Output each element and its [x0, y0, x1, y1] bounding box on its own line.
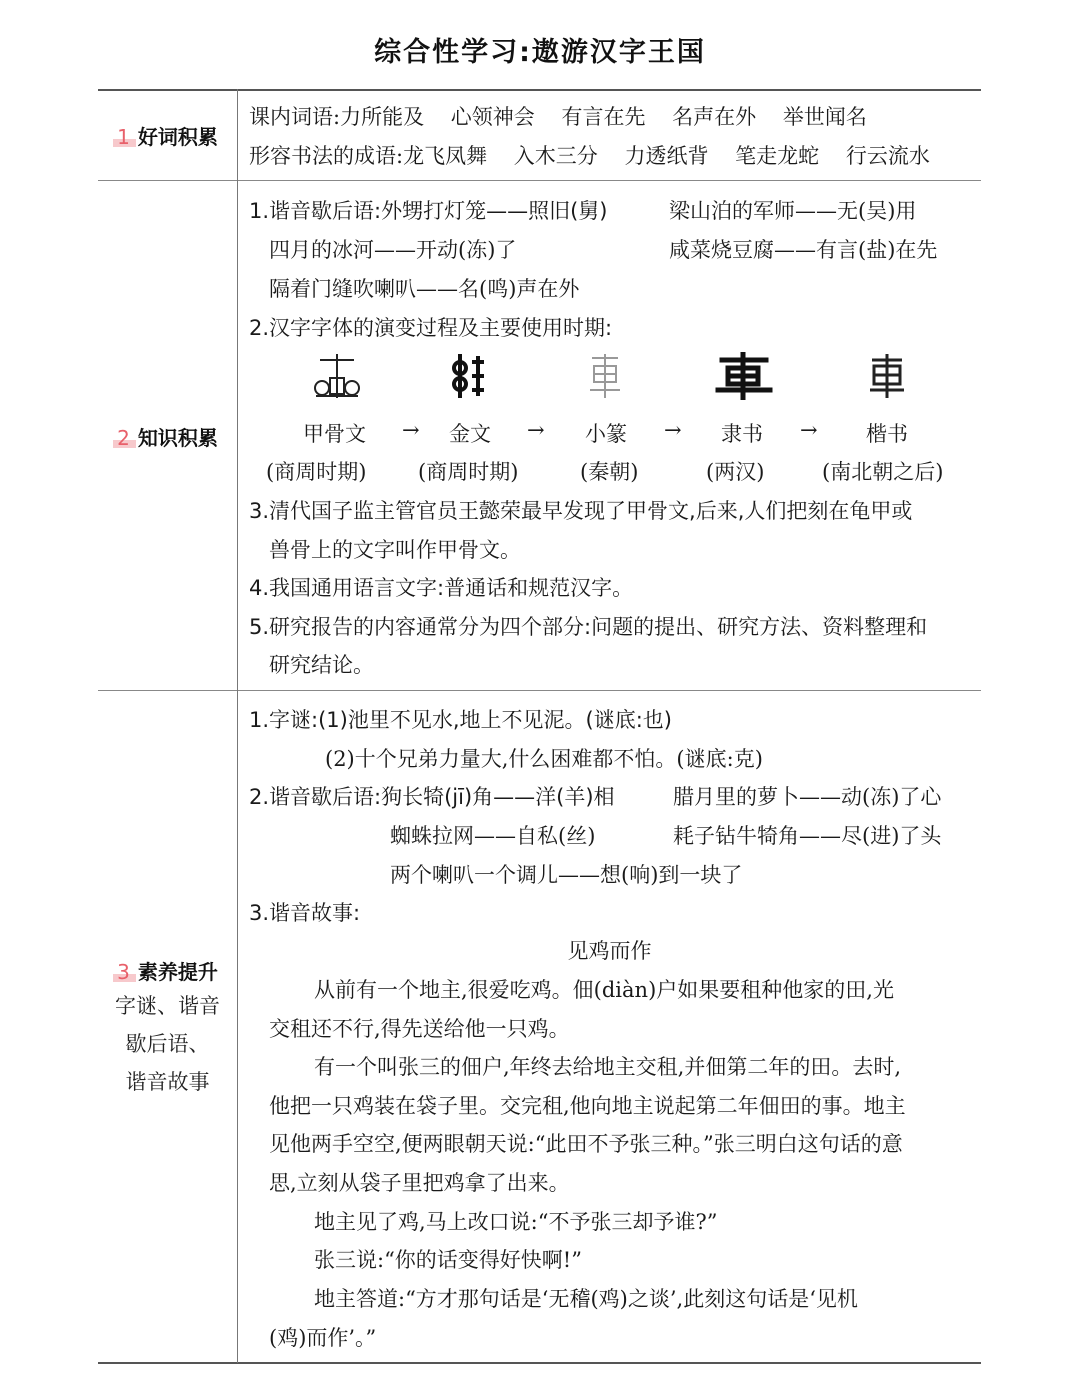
section-label-2	[98, 422, 237, 451]
subtitle-line: 字谜、谐音	[115, 994, 220, 1018]
script-name: 金文	[449, 422, 491, 446]
text-line: 4.我国通用语言文字:普通话和规范汉字。	[249, 576, 634, 600]
story-paragraph-line: 张三说:“你的话变得好快啊!”	[314, 1248, 582, 1272]
section-title: 好词积累	[137, 125, 218, 149]
script-name: 楷书	[866, 422, 908, 446]
text-line: 3.清代国子监主管官员王懿荣最早发现了甲骨文,后来,人们把刻在龟甲或	[249, 499, 913, 523]
row-divider	[98, 690, 981, 691]
story-paragraph-line: 地主答道:“方才那句话是‘无稽(鸡)之谈’,此刻这句话是‘见机	[314, 1287, 858, 1311]
period: (商周时期)	[266, 460, 367, 484]
arrow: →	[402, 418, 420, 442]
section-number: 2	[117, 426, 130, 450]
arrow: →	[527, 418, 545, 442]
xiehouyu-item: 两个喇叭一个调儿——想(响)到一块了	[390, 863, 743, 887]
xiehouyu-item: 四月的冰河——开动(冻)了	[269, 238, 517, 262]
story-paragraph-line: 从前有一个地主,很爱吃鸡。佃(diàn)户如果要租种他家的田,光	[314, 978, 894, 1002]
clerical-che-icon	[708, 352, 778, 400]
text-line: 研究结论。	[269, 653, 374, 677]
row-divider	[98, 180, 981, 181]
riddle-line: 1.字谜:(1)池里不见水,地上不见泥。(谜底:也)	[249, 708, 672, 732]
xiehouyu-item: 蜘蛛拉网——自私(丝)	[390, 824, 596, 848]
section-label-3	[98, 956, 237, 1101]
xiehouyu-item: 梁山泊的军师——无(吴)用	[669, 199, 917, 223]
arrow: →	[800, 418, 818, 442]
xiehouyu-item: 咸菜烧豆腐——有言(盐)在先	[669, 238, 938, 262]
xiehouyu-item: 腊月里的萝卜——动(冻)了心	[673, 785, 942, 809]
regular-che-icon	[852, 352, 922, 400]
section-number: 3	[117, 960, 130, 984]
story-paragraph-line: 交租还不行,得先送给他一只鸡。	[269, 1017, 570, 1041]
period: (商周时期)	[418, 460, 519, 484]
table-top-border	[98, 89, 981, 91]
story-paragraph-line: 见他两手空空,便两眼朝天说:“此田不予张三种。”张三明白这句话的意	[269, 1132, 903, 1156]
story-paragraph-line: 地主见了鸡,马上改口说:“不予张三却予谁?”	[314, 1210, 718, 1234]
section-number: 1	[117, 125, 130, 149]
section-title: 知识积累	[137, 426, 218, 450]
subtitle-line: 歇后语、	[125, 1032, 210, 1056]
period: (秦朝)	[580, 460, 639, 484]
story-title: 见鸡而作	[567, 939, 652, 963]
xiehouyu-item: 耗子钻牛犄角——尽(进)了头	[673, 824, 942, 848]
period: (两汉)	[706, 460, 765, 484]
story-paragraph-line: 思,立刻从袋子里把鸡拿了出来。	[269, 1171, 570, 1195]
script-name: 小篆	[585, 422, 627, 446]
text-line: 5.研究报告的内容通常分为四个部分:问题的提出、研究方法、资料整理和	[249, 615, 928, 639]
story-paragraph-line: (鸡)而作’。”	[269, 1326, 377, 1350]
subtitle-line: 谐音故事	[125, 1070, 210, 1094]
story-paragraph-line: 他把一只鸡装在袋子里。交完租,他向地主说起第二年佃田的事。地主	[269, 1094, 906, 1118]
seal-che-icon	[570, 352, 640, 400]
bronze-che-icon	[432, 352, 502, 400]
riddle-line: (2)十个兄弟力量大,什么困难都不怕。(谜底:克)	[325, 747, 763, 771]
section-label-1	[98, 121, 237, 150]
story-heading: 3.谐音故事:	[249, 901, 361, 925]
text-line: 2.汉字字体的演变过程及主要使用时期:	[249, 316, 613, 340]
text-line: 课内词语:力所能及 心领神会 有言在先 名声在外 举世闻名	[249, 105, 867, 129]
xiehouyu-item: 隔着门缝吹喇叭——名(鸣)声在外	[269, 277, 580, 301]
section-subtitle	[98, 987, 237, 1101]
text-line: 兽骨上的文字叫作甲骨文。	[269, 538, 521, 562]
section-title: 素养提升	[137, 960, 218, 984]
text-line: 形容书法的成语:龙飞凤舞 入木三分 力透纸背 笔走龙蛇 行云流水	[249, 144, 930, 168]
period: (南北朝之后)	[822, 460, 944, 484]
script-name: 隶书	[721, 422, 763, 446]
arrow: →	[664, 418, 682, 442]
column-divider	[237, 89, 238, 1363]
story-paragraph-line: 有一个叫张三的佃户,年终去给地主交租,并佃第二年的田。去时,	[314, 1055, 902, 1079]
page-title: 综合性学习:遨游汉字王国	[374, 37, 706, 68]
script-name: 甲骨文	[303, 422, 366, 446]
text-line	[249, 195, 608, 225]
table-bottom-border	[98, 1362, 981, 1364]
xiehouyu-item: 1.谐音歇后语:外甥打灯笼——照旧(舅)	[249, 199, 608, 223]
oracle-bone-che-icon	[302, 352, 372, 400]
xiehouyu-item: 2.谐音歇后语:狗长犄(jī)角——洋(羊)相	[249, 785, 615, 809]
